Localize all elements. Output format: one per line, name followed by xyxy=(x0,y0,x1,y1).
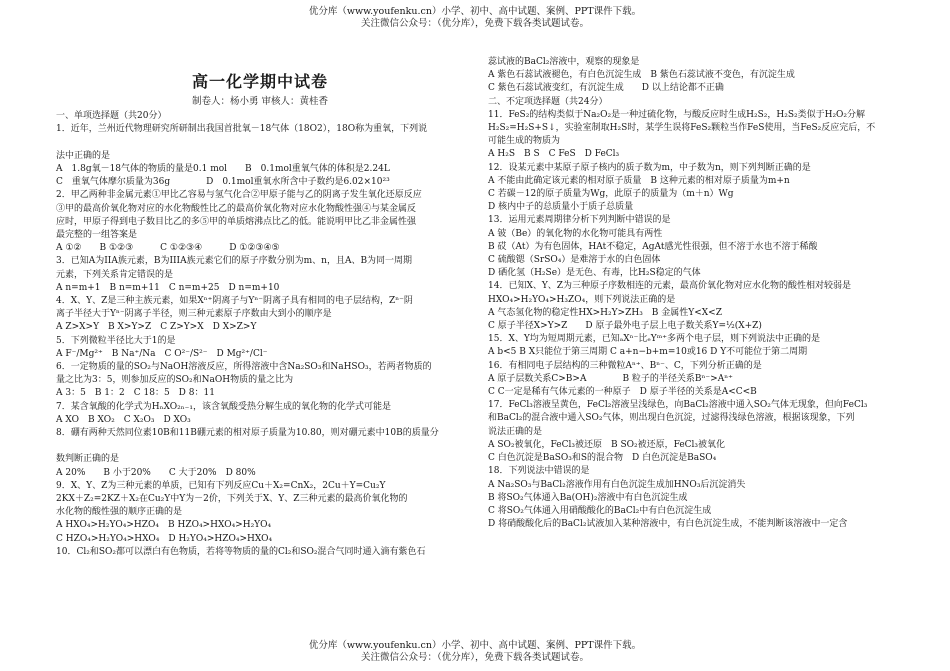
text-line: 15．X、Y均为短周期元素，已知ₐXⁿ⁻比ₑYᵐ⁺多两个电子层，则下列说法中正确的是 xyxy=(488,334,821,345)
text-line: 数判断正确的是 xyxy=(56,454,120,465)
text-line: A 20% B 小于20% C 大于20% D 80% xyxy=(56,467,256,478)
text-line: C 若碳－12的原子质量为Wg，此原子的质量为（m＋n）Wg xyxy=(488,189,734,200)
text-line: 1．近年，兰州近代物理研究所研制出我国首批氧－18气体（18O2），18O称为重氧，下列说 xyxy=(56,124,428,135)
page-footer xyxy=(0,640,950,664)
text-line: 最完整的一组答案是 xyxy=(56,230,138,241)
text-line: 6．一定物质的量的SO₂与NaOH溶液反应，所得溶液中含Na₂SO₃和NaHSO₃，若两者物质的 xyxy=(56,362,432,373)
text-line: A n=m+1 B n=m+11 C n=m+25 D n=m+10 xyxy=(56,282,280,293)
text-line: D 硒化氢（H₂Se）是无色、有毒，比H₂S稳定的气体 xyxy=(488,268,701,279)
text-line: A 原子层数关系C>B>A B 粒子的半径关系Bⁿ⁻>Aⁿ⁺ xyxy=(488,373,733,384)
exam-title: 高一化学期中试卷 xyxy=(191,72,328,91)
text-line: HXO₄>H₂YO₄>H₃ZO₄，则下列说法正确的是 xyxy=(488,294,676,305)
text-line: 水化物的酸性强的顺序正确的是 xyxy=(56,507,183,518)
text-line: 5．下列微粒半径比大于1的是 xyxy=(56,335,176,346)
text-line: A 铍（Be）的氧化物的水化物可能具有两性 xyxy=(488,228,663,239)
text-line: 8．硼有两种天然同位素10B和11B硼元素的相对原子质量为10.80，则对硼元素中10B的质量分 xyxy=(56,428,439,439)
right-column xyxy=(488,56,898,531)
text-line: 可能生成的物质为 xyxy=(488,136,561,147)
text-line: C C一定是稀有气体元素的一种原子 D 原子半径的关系是A<C<B xyxy=(488,387,757,398)
text-line: A 1.8g氧－18气体的物质的量是0.1 mol B 0.1mol重氧气体的体积是2.24L xyxy=(56,164,390,174)
text-line: 说法正确的是 xyxy=(488,426,543,437)
text-line: C 重氧气体摩尔质量为36g D 0.1mol重氧水所含中子数约是6.02×10²³ xyxy=(56,177,390,188)
text-line: A Z>X>Y B X>Y>Z C Z>Y>X D X>Z>Y xyxy=(56,322,257,333)
text-line: B 将SO₂气体通入Ba(OH)₂溶液中有白色沉淀生成 xyxy=(488,492,688,503)
text-line: A HXO₄>H₂YO₄>HZO₄ B HZO₄>HXO₄>H₂YO₄ xyxy=(56,520,272,531)
text-line: 11．FeS₂的结构类似于Na₂O₂是一种过硫化物，与酸反应时生成H₂S₂，H₂S₂类似于H₂O₂分解 xyxy=(488,109,866,120)
text-line: 18．下列说法中错误的是 xyxy=(488,466,590,477)
left-question-list xyxy=(56,110,464,559)
text-line: C 原子半径X>Y>Z D 原子最外电子层上电子数关系Y=½(X+Z) xyxy=(488,321,762,332)
text-line: 离子半径大于Yⁿ⁻阴离子半径，则三种元素原子序数由大到小的顺序是 xyxy=(56,309,332,320)
text-line: A 紫色石蕊试液褪色，有白色沉淀生成 B 紫色石蕊试液不变色，有沉淀生成 xyxy=(488,70,795,81)
text-line: A 3：5 B 1：2 C 18：5 D 8：11 xyxy=(56,388,215,399)
exam-meta: 制卷人：杨小勇 审核人：黄桂香 xyxy=(191,96,329,107)
text-line xyxy=(56,137,464,150)
text-line: C 将SO₂气体通入用硝酸酸化的BaCl₂中有白色沉淀生成 xyxy=(488,505,712,516)
text-line: D 将硝酸酸化后的BaCl₂试液加入某种溶液中，有白色沉淀生成，不能判断该溶液中一定含 xyxy=(488,519,848,530)
text-line: 7．某含氧酸的化学式为HₙXO₂ₙ₋₁，该含氧酸受热分解生成的氧化物的化学式可能是 xyxy=(56,401,391,412)
header-line: 关注微信公众号：（优分库），免费下载各类试题试卷。 xyxy=(360,18,589,29)
text-line: 10．Cl₂和SO₂都可以漂白有色物质，若将等物质的量的Cl₂和SO₂混合气同时通入滴有紫色石 xyxy=(56,546,426,557)
text-line: 16．有相同电子层结构的三种微粒Aⁿ⁺、Bⁿ⁻、C，下列分析正确的是 xyxy=(488,360,762,371)
text-line: A b<5 B X只能位于第三周期 C a+n−b+m=10或16 D Y不可能位于第二周期 xyxy=(488,347,808,358)
page-header xyxy=(0,6,950,30)
text-line: 二、不定项选择题（共24分） xyxy=(488,96,608,107)
text-line: A SO₂被氧化，FeCl₃被还原 B SO₂被还原，FeCl₃被氧化 xyxy=(488,439,726,450)
text-line: 应时，甲原子得到电子数目比乙的多⑤甲的单质熔沸点比乙的低。能说明甲比乙非金属性强 xyxy=(56,216,417,227)
text-line: 4．X、Y、Z是三种主族元素，如果Xⁿ⁺阴离子与Yⁿ⁻阴离子具有相同的电子层结构，Zⁿ⁻阴 xyxy=(56,296,413,307)
text-line: A 不能由此确定该元素的相对原子质量 B 这种元素的相对原子质量为m+n xyxy=(488,175,790,186)
text-line: 和BaCl₂的混合液中通入SO₂气体，则出现白色沉淀，过滤得浅绿色溶液，根据该现象，下列 xyxy=(488,413,855,424)
footer-line: 关注微信公众号：（优分库），免费下载各类试题试卷。 xyxy=(360,652,589,663)
text-line: 9．X、Y、Z为三种元素的单质，已知有下列反应Cu＋X₂=CnX₂，2Cu＋Y=Cu₂Y xyxy=(56,480,386,491)
text-line: C 白色沉淀是BaSO₃和S的混合物 D 白色沉淀是BaSO₄ xyxy=(488,453,717,464)
text-line: A XO B XO₂ C X₂O₃ D XO₃ xyxy=(56,414,191,425)
text-line: 3．已知A为IIA族元素，B为IIIA族元素它们的原子序数分别为m、n，且A、B为同一周期 xyxy=(56,256,413,267)
text-line: D 核内中子的总质量小于质子总质量 xyxy=(488,202,634,213)
text-line: 元素，下列关系肯定错误的是 xyxy=(56,269,174,280)
text-line: C 硫酸锶（SrSO₄）是难溶于水的白色固体 xyxy=(488,255,661,266)
text-line: A F⁻/Mg²⁺ B Na⁺/Na C O²⁻/S²⁻ D Mg²⁺/Cl⁻ xyxy=(56,348,268,359)
right-question-list xyxy=(488,56,898,531)
text-line xyxy=(56,440,464,453)
header-line: 优分库（www.youfenku.cn）小学、初中、高中试题、案例、PPT课件下载。 xyxy=(308,6,642,17)
text-line: 蕊试液的BaCl₂溶液中，观察的现象是 xyxy=(488,57,640,67)
left-column xyxy=(56,52,464,559)
text-line: H₂S₂=H₂S+S↓，实验室制取H₂S时，某学生误将FeS₂颗粒当作FeS使用，当FeS₂反应完后，不 xyxy=(488,123,876,134)
text-line: 17．FeCl₃溶液呈黄色，FeCl₂溶液呈浅绿色，向BaCl₂溶液中通入SO₂气体无现象，但向FeCl₃ xyxy=(488,400,868,411)
text-line: 一、单项选择题（共20分） xyxy=(56,111,167,122)
text-line: A Na₂SO₃与BaCl₂溶液作用有白色沉淀生成加HNO₃后沉淀消失 xyxy=(488,479,746,490)
text-line: 13．运用元素周期律分析下列判断中错误的是 xyxy=(488,215,671,226)
text-line: 2．甲乙两种非金属元素①甲比乙容易与氢气化合②甲原子能与乙的阴离子发生氧化还原反应 xyxy=(56,190,422,201)
text-line: 量之比为3：5，则参加反应的SO₂和NaOH物质的量之比为 xyxy=(56,375,294,386)
footer-line: 优分库（www.youfenku.cn）小学、初中、高中试题、案例、PPT课件下载。 xyxy=(308,640,642,651)
text-line: C HZO₄>H₂YO₄>HXO₄ D H₂YO₄>HZO₄>HXO₄ xyxy=(56,533,273,544)
text-line: C 紫色石蕊试液变红，有沉淀生成 D 以上结论都不正确 xyxy=(488,83,724,94)
text-line: 2KX＋Z₂=2KZ＋X₂在Cu₂Y中Y为－2价，下列关于X、Y、Z三种元素的最高价氧化物的 xyxy=(56,494,408,505)
text-line: 法中正确的是 xyxy=(56,150,111,161)
text-line: 14．已知X、Y、Z为三种原子序数相连的元素，最高价氧化物对应水化物的酸性相对较弱是 xyxy=(488,281,852,292)
text-line: ③甲的最高价氧化物对应的水化物酸性比乙的最高价氧化物对应水化物酸性强④与某金属反 xyxy=(56,203,417,214)
text-line: A H₂S B S C FeS D FeCl₃ xyxy=(488,149,620,160)
text-line: A 气态氢化物的稳定性HX>H₂Y>ZH₃ B 金属性Y<X<Z xyxy=(488,307,722,318)
text-line: 12．设某元素中某原子原子核内的质子数为m，中子数为n，则下列判断正确的是 xyxy=(488,162,811,173)
text-line: B 砹（At）为有色固体，HAt不稳定，AgAt感光性很强，但不溶于水也不溶于稀酸 xyxy=(488,241,818,252)
text-line: A ①② B ①②③ C ①②③④ D ①②③④⑤ xyxy=(56,243,280,254)
